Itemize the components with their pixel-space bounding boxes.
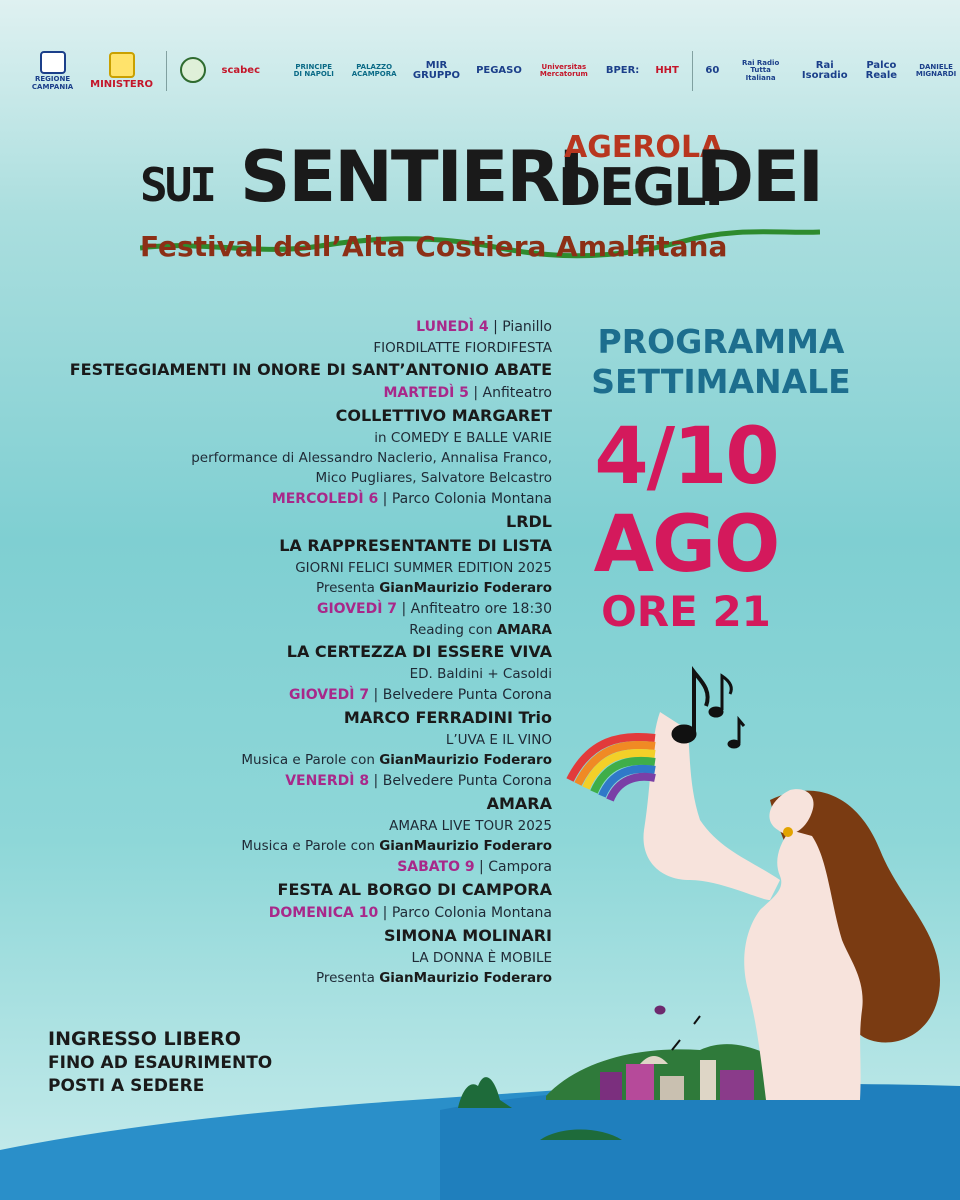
entry-line3: POSTI A SEDERE: [48, 1076, 205, 1096]
event-text: FESTEGGIAMENTI IN ONORE DI SANT’ANTONIO ABATE: [69, 360, 552, 379]
weekly-line1: PROGRAMMA: [597, 322, 845, 361]
event-text: SIMONA MOLINARI: [383, 926, 552, 945]
sponsor-name: Universitas Mercatorum: [539, 62, 588, 78]
event-text: L’UVA E IL VINO: [445, 732, 552, 748]
weekly-line2: SETTIMANALE: [591, 362, 851, 401]
island-left: [458, 1077, 512, 1108]
title-agerola: AGEROLA: [564, 130, 724, 165]
event-text: Musica e Parole con: [241, 752, 380, 768]
event-text: LA DONNA È MOBILE: [411, 950, 552, 966]
event-text: AMARA LIVE TOUR 2025: [389, 818, 552, 834]
sponsor-name: Rai Radio Tutta Italiana: [741, 58, 780, 82]
sponsor-name: Palco Reale: [865, 59, 898, 81]
title-degli: DEGLI: [558, 158, 722, 218]
sponsor-name: MINISTERO: [90, 78, 153, 90]
sponsor-name: MIR GRUPPO: [412, 59, 461, 81]
event-presenter: GianMaurizio Foderaro: [379, 970, 552, 986]
event-day: GIOVEDÌ 7: [316, 601, 398, 617]
sponsor-name: 60: [705, 64, 720, 76]
event-text: GIORNI FELICI SUMMER EDITION 2025: [295, 560, 552, 576]
woman-arms: [643, 712, 780, 900]
entry-line2: FINO AD ESAURIMENTO: [48, 1053, 273, 1073]
event-text: Musica e Parole con: [241, 838, 380, 854]
sponsor-name: DANIELE MIGNARDI: [915, 62, 957, 78]
event-day: LUNEDÌ 4: [416, 319, 489, 335]
entry-line1: INGRESSO LIBERO: [48, 1028, 241, 1050]
event-place: | Parco Colonia Montana: [378, 491, 552, 507]
earring: [783, 827, 793, 837]
event-text: FIORDILATTE FIORDIFESTA: [373, 340, 552, 356]
event-presenter: GianMaurizio Foderaro: [379, 838, 552, 854]
village-house-1: [600, 1072, 622, 1100]
sponsor-name: PRINCIPE DI NAPOLI: [293, 62, 334, 78]
event-text: AMARA: [486, 794, 552, 813]
sea-back: [440, 1084, 960, 1200]
sponsor-name: PEGASO: [476, 64, 522, 76]
event-text: performance di Alessandro Naclerio, Annalisa Franco,: [191, 450, 552, 466]
sponsor-name: REGIONE CAMPANIA: [31, 75, 74, 91]
event-place: | Anfiteatro: [468, 385, 552, 401]
event-place: | Anfiteatro ore 18:30: [397, 601, 552, 617]
event-place: | Parco Colonia Montana: [378, 905, 552, 921]
event-presenter: AMARA: [496, 622, 552, 638]
event-text: LA RAPPRESENTANTE DI LISTA: [279, 536, 552, 555]
event-text: ED. Baldini + Casoldi: [409, 666, 552, 682]
event-day: GIOVEDÌ 7: [289, 687, 370, 703]
date-range: 4/10: [594, 412, 778, 502]
event-place: | Belvedere Punta Corona: [369, 687, 552, 703]
village-house-3: [660, 1076, 684, 1100]
sponsor-name: PALAZZO ACAMPORA: [351, 62, 397, 78]
event-day: VENERDÌ 8: [285, 773, 370, 789]
sponsor-name: Rai Isoradio: [801, 59, 848, 81]
event-place: | Campora: [474, 859, 552, 875]
festival-subtitle: Festival dell’Alta Costiera Amalfitana: [140, 230, 728, 263]
free-entry-note: [48, 1026, 368, 1098]
event-presenter: GianMaurizio Foderaro: [379, 580, 552, 596]
village-house-4: [720, 1070, 754, 1100]
sponsor-name: HHT: [655, 64, 679, 76]
title-dei: DEI: [696, 136, 822, 218]
event-day: DOMENICA 10: [268, 905, 379, 921]
event-text: Presenta: [315, 580, 380, 596]
event-text: MARCO FERRADINI Trio: [343, 708, 552, 727]
sponsor-name: scabec: [221, 64, 260, 76]
event-text: COLLETTIVO MARGARET: [335, 406, 552, 425]
event-text: Mico Pugliares, Salvatore Belcastro: [315, 470, 552, 486]
event-presenter: GianMaurizio Foderaro: [379, 752, 552, 768]
event-text: Presenta: [315, 970, 380, 986]
event-text: in COMEDY E BALLE VARIE: [374, 430, 552, 446]
event-place: | Belvedere Punta Corona: [369, 773, 552, 789]
event-text: LRDL: [506, 512, 552, 531]
event-text: LA CERTEZZA DI ESSERE VIVA: [286, 642, 552, 661]
village-house-2: [626, 1064, 654, 1100]
rainbow: [570, 737, 655, 800]
event-text: FESTA AL BORGO DI CAMPORA: [277, 880, 552, 899]
event-day: MARTEDÌ 5: [383, 385, 469, 401]
title-sentieri: SENTIERI: [240, 136, 583, 218]
event-text: Reading con: [409, 622, 497, 638]
event-day: MERCOLEDÌ 6: [271, 491, 379, 507]
date-time: ORE 21: [601, 587, 771, 636]
event-place: | Pianillo: [488, 319, 552, 335]
event-day: SABATO 9: [397, 859, 475, 875]
date-month: AGO: [593, 500, 779, 590]
title-sui: SUI: [140, 158, 215, 212]
village-tower: [700, 1060, 716, 1100]
sponsor-name: BPER:: [605, 64, 640, 76]
